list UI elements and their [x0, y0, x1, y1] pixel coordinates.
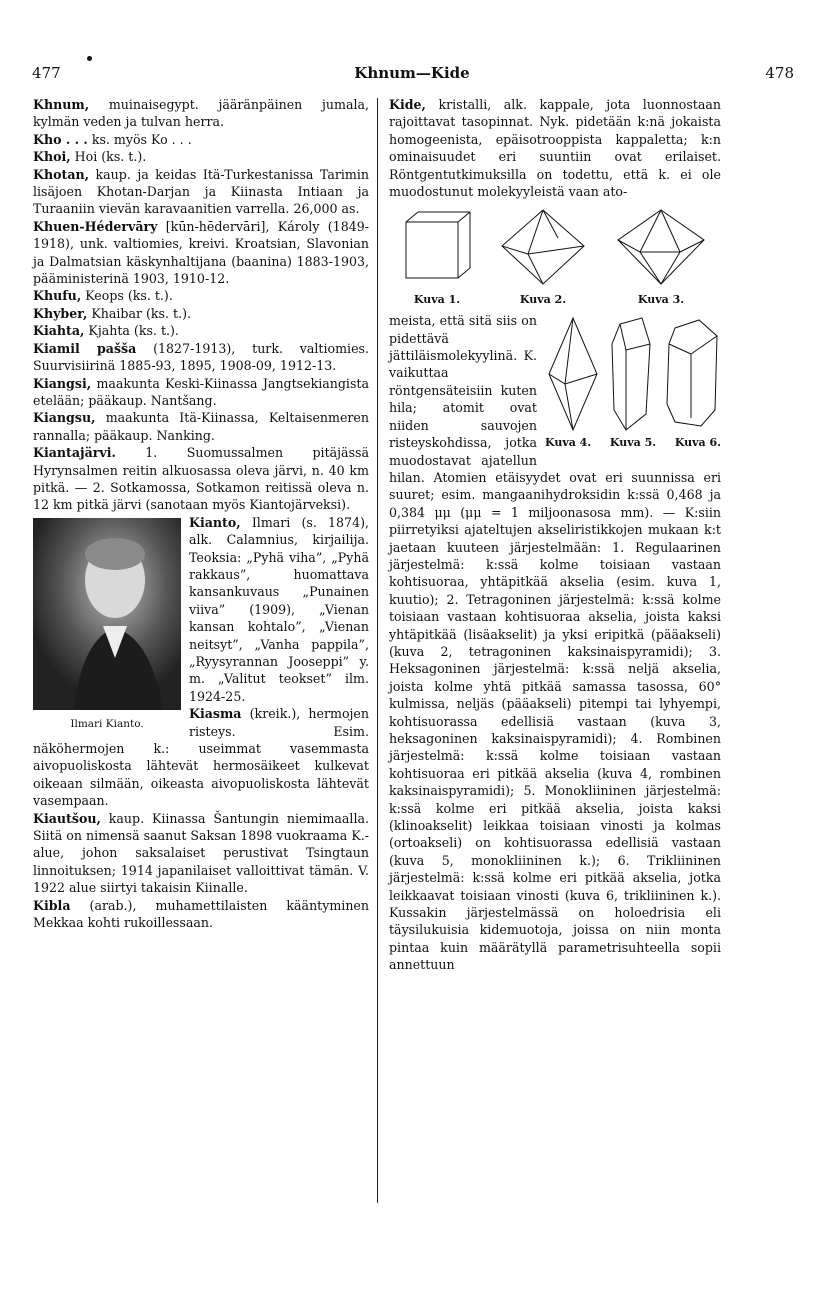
entry-kibla: Kibla (arab.), muhamettilaisten kääntyminen Mekkaa kohti rukoillessaan.	[33, 897, 369, 931]
crystal-figures-4-6	[545, 314, 721, 451]
portrait-caption: Ilmari Kianto.	[70, 718, 144, 731]
right-column	[389, 96, 721, 974]
entry-kiantajarvi: Kiantajärvi. 1. Suomussalmen pitäjässä Hyrynsalmen reitin alkuosassa oleva järvi, n. 40 km pitkä. — 2. Sotkamossa, Sotkamon reitissä oleva n. 12 km pitkä järvi (sanotaan myös Kiantojärveksi).	[33, 445, 369, 513]
figure-1	[402, 208, 472, 308]
entry-kiahta: Kiahta, Kjahta (ks. t.).	[33, 323, 179, 339]
entry-kide: Kide, kristalli, alk. kappale, jota luonnostaan rajoittavat tasopinnat. Nyk. pidetään k:nä jokaista homogeenista, epäisotrooppista kappaletta; k:n ominaisuudet eri suuntiin ovat erilaiset. Röntgentutkimuksilla on todettu, että k. ei ole muodostunut molekyyleistä vaan ato-	[389, 97, 721, 200]
rhombic-bipyramid-diagram	[545, 314, 601, 434]
entry-kiangsu: Kiangsu, maakunta Itä-Kiinassa, Keltaisenmeren rannalla; pääkaup. Nanking.	[33, 410, 369, 443]
entry-kiasma: Kiasma (kreik.), hermojen risteys. Esim. näköhermojen k.: useimmat vasemmasta aivopuoliskosta lähtevät hermosäikeet kulkevat oikeaan silmään, oikeasta aivopuoliskosta lähtevät vasempaan.	[33, 706, 369, 809]
entry-kiamil-passa: Kiamil pašša (1827-1913), turk. valtiomies. Suurvisiirinä 1885-93, 1895, 1908-09, 1912-13.	[33, 340, 369, 374]
figure-6-caption: Kuva 6.	[674, 436, 721, 450]
portrait-ilmari-kianto	[33, 518, 181, 731]
figure-2-caption: Kuva 2.	[519, 292, 567, 306]
entry-kiautsou: Kiautšou, kaup. Kiinassa Šantungin niemimaalla. Siitä on nimensä saanut Saksan 1898 vuokraama K.-alue, johon saksalaiset perustivat Tsingtaun linnoituksen; 1914 japanilaiset valloittivat tämän. V. 1922 alue siirtyi takaisin Kiinalle.	[33, 810, 369, 896]
ink-dot	[87, 56, 92, 61]
monoclinic-crystal-diagram	[606, 314, 656, 434]
entry-kho: Kho . . . ks. myös Ko . . .	[33, 131, 192, 147]
entry-kiangsi: Kiangsi, maakunta Keski-Kiinassa Jangtsekiangista etelään; pääkaup. Nantšang.	[33, 375, 369, 408]
entry-kide-continued: meista, että sitä siis on pidettävä jättiläismolekyylinä. K. vaikuttaa röntgensäteisiin kuten hila; atomit ovat niiden sauvojen risteyskohdissa, jotka muodostavat ajatellun hilan. Atomien etäisyydet ovat eri suunnissa eri suuret; esim. mangaanihydroksidin k:ssä 0,468 ja 0,384 μμ (μμ = 1 miljoonasosa mm). — K:siin piirretyiksi ajateltujen akseliristikkojen mukaan k:t jaetaan kuuteen järjestelmään: 1. Regulaarinen järjestelmä: k:ssä kolme toisiaan vastaan kohtisuoraa, yhtäpitkää akselia (esim. kuva 1, kuutio); 2. Tetragoninen järjestelmä: k:ssä kolme toisiaan vastaan kohtisuoraa akselia, joista kaksi yhtäpitkää (lisäakselit) ja yksi eripitkä (pääakseli) (kuva 2, tetragoninen kaksinaispyramidi); 3. Heksagoninen järjestelmä: k:ssä neljä akselia, joista kolme yhtä pitkää samassa tasossa, 60° kulmissa, neljäs (pääakseli) pitempi tai lyhyempi, kohtisuorassa edellisiä vastaan (kuva 3, heksagoninen kaksinaispyramidi); 4. Rombinen järjestelmä: k:ssä kolme toisiaan vastaan kohtisuoraa eri pitkää akselia (kuva 4, rombinen kaksinaispyramidi); 5. Monokliininen järjestelmä: k:ssä kolme eri pitkää akselia, joista kaksi (klinoakselit) leikkaa toisiaan vinosti ja kolmas (ortoakseli) on kohtisuorassa edellisiä vastaan (kuva 5, monokliininen k.); 6. Trikliininen järjestelmä: k:ssä kolme eri pitkää akselia, jotka leikkaavat toisiaan vinosti (kuva 6, trikliininen k.). Kussakin järjestelmässä on holoedrisia eli täysilukuisia kidemuotoja, joissa on niin monta pintaa kuin määrätyllä parametrisuhteella sopii annettuun	[389, 313, 721, 973]
entry-khufu: Khufu, Keops (ks. t.).	[33, 288, 173, 304]
figure-4-caption: Kuva 4.	[545, 436, 592, 450]
hexagonal-bipyramid-diagram	[614, 208, 708, 286]
entry-khuen-hedervary: Khuen-Hédervāry [kūn-hēdervāri], Károly (1849-1918), unk. valtiomies, kreivi. Kroatsian, Slavonian ja Dalmatsian käskynhaltijana (baanina) 1883-1903, pääministerinä 1903, 1910-12.	[33, 218, 369, 287]
left-page-number: 477	[32, 64, 61, 82]
entry-kianto: Kianto, Ilmari (s. 1874), alk. Calamnius, kirjailija. Teoksia: „Pyhä viha”, „Pyhä rakkaus”, huomattava kansankuvaus „Punainen viiva” (1909), „Vienan kansan kohtalo”, „Vienan neitsyt”, „Vanha pappila”, „Ryysyrannan Jooseppi” y. m. „Valitut teokset” ilm. 1924-25.	[189, 514, 369, 704]
cube-diagram	[402, 208, 472, 286]
entry-khotan: Khotan, kaup. ja keidas Itä-Turkestanissa Tarimin lisäjoen Khotan-Darjan ja Kiinasta Intiaan ja Turaaniin vievän karavaanitien varrella. 26,000 as.	[33, 166, 369, 217]
tetragonal-bipyramid-diagram	[498, 208, 588, 286]
figure-1-caption: Kuva 1.	[413, 292, 461, 306]
figure-5-caption: Kuva 5.	[609, 436, 657, 450]
crystal-figures-1-3	[389, 208, 721, 308]
right-page-number: 478	[765, 64, 794, 82]
entry-khyber: Khyber, Khaibar (ks. t.).	[33, 305, 191, 321]
entry-khnum: Khnum, muinaisegypt. jääränpäinen jumala, kylmän veden ja tulvan herra.	[33, 97, 369, 130]
page-header-title: Khnum—Kide	[354, 64, 470, 82]
column-divider	[377, 98, 378, 1203]
entry-khoi: Khoi, Hoi (ks. t.).	[33, 149, 147, 165]
figure-2	[498, 208, 588, 308]
triclinic-crystal-diagram	[661, 314, 721, 434]
figure-3-caption: Kuva 3.	[637, 292, 685, 306]
left-column	[33, 96, 369, 932]
figure-3	[614, 208, 708, 308]
portrait-image	[33, 518, 181, 710]
